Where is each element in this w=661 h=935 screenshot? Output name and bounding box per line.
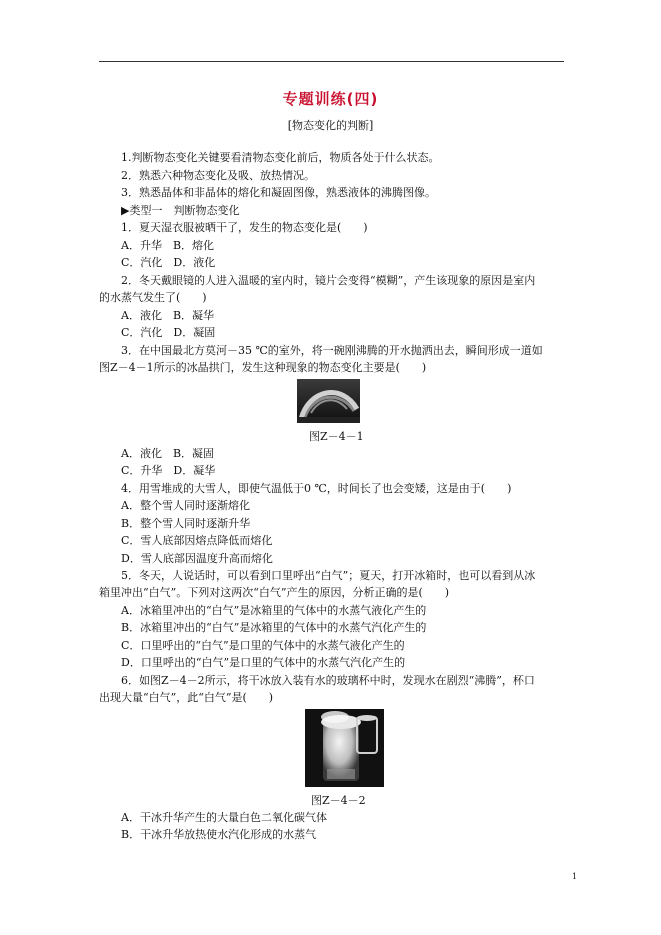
q2-options-ab: A．液化 B．凝华 (121, 309, 215, 322)
intro-line-2: 2．熟悉六种物态变化及吸、放热情况。 (121, 169, 315, 182)
q2-options-cd: C．汽化 D．凝固 (121, 326, 216, 339)
page-subtitle: [物态变化的判断] (287, 119, 374, 132)
q6-stem-line-2: 出现大量“白气”，此“白气”是( ) (99, 691, 274, 704)
page-title: 专题训练(四) (282, 90, 379, 108)
q5-stem-line-1: 5．冬天，人说话时，可以看到口里呼出“白气”；夏天，打开冰箱时，也可以看到从冰 (121, 569, 536, 582)
page-number: 1 (572, 872, 578, 881)
q1-options-ab: A．升华 B．熔化 (121, 239, 215, 252)
q5-stem-line-2: 箱里冲出“白气”。下列对这两次“白气”产生的原因，分析正确的是( ) (99, 586, 450, 599)
q6-stem-line-1: 6．如图Z－4－2所示，将干冰放入装有水的玻璃杯中时，发现水在剧烈“沸腾”，杯口 (121, 674, 535, 687)
section-heading: ▶类型一 判断物态变化 (121, 204, 240, 217)
figure-ice-arch (297, 379, 360, 423)
figure-dry-ice-cup (305, 709, 384, 787)
q3-stem-line-1: 3．在中国最北方莫河－35 ℃的室外，将一碗刚沸腾的开水抛洒出去，瞬间形成一道如 (121, 344, 543, 357)
q1-stem: 1．夏天湿衣服被晒干了，发生的物态变化是( ) (121, 221, 368, 234)
header-rule (99, 61, 564, 62)
q5-option-b: B．冰箱里冲出的“白气”是冰箱里的气体中的水蒸气汽化产生的 (121, 621, 427, 634)
q6-option-a: A．干冰升华产生的大量白色二氧化碳气体 (121, 811, 327, 824)
q4-option-a: A．整个雪人同时逐渐熔化 (121, 499, 250, 512)
q5-option-c: C．口里呼出的“白气”是口里的气体中的水蒸气液化产生的 (121, 639, 405, 652)
q3-options-cd: C．升华 D．凝华 (121, 464, 216, 477)
q1-options-cd: C．汽化 D．液化 (121, 256, 216, 269)
q3-stem-line-2: 图Z－4－1所示的冰晶拱门，发生这种现象的物态变化主要是( ) (99, 361, 427, 374)
q4-option-d: D．雪人底部因温度升高而熔化 (121, 552, 273, 565)
q6-option-b: B．干冰升华放热使水汽化形成的水蒸气 (121, 828, 317, 841)
intro-line-1: 1.判断物态变化关键要看清物态变化前后，物质各处于什么状态。 (121, 151, 440, 164)
q5-option-d: D．口里呼出的“白气”是口里的气体中的水蒸气汽化产生的 (121, 656, 406, 669)
q3-options-ab: A．液化 B．凝固 (121, 447, 215, 460)
q5-option-a: A．冰箱里冲出的“白气”是冰箱里的气体中的水蒸气液化产生的 (121, 604, 427, 617)
figure-caption-1: 图Z－4－1 (309, 430, 364, 443)
intro-line-3: 3．熟悉晶体和非晶体的熔化和凝固图像，熟悉液体的沸腾图像。 (121, 186, 436, 199)
q4-option-c: C．雪人底部因熔点降低而熔化 (121, 534, 273, 547)
figure-caption-2: 图Z－4－2 (311, 794, 366, 807)
q4-option-b: B．整个雪人同时逐渐升华 (121, 517, 251, 530)
q2-stem-line-2: 的水蒸气发生了( ) (99, 291, 207, 304)
q2-stem-line-1: 2．冬天戴眼镜的人进入温暖的室内时，镜片会变得“模糊”，产生该现象的原因是室内 (121, 274, 536, 287)
q4-stem: 4．用雪堆成的大雪人，即使气温低于0 ℃，时间长了也会变矮，这是由于( ) (121, 482, 512, 495)
